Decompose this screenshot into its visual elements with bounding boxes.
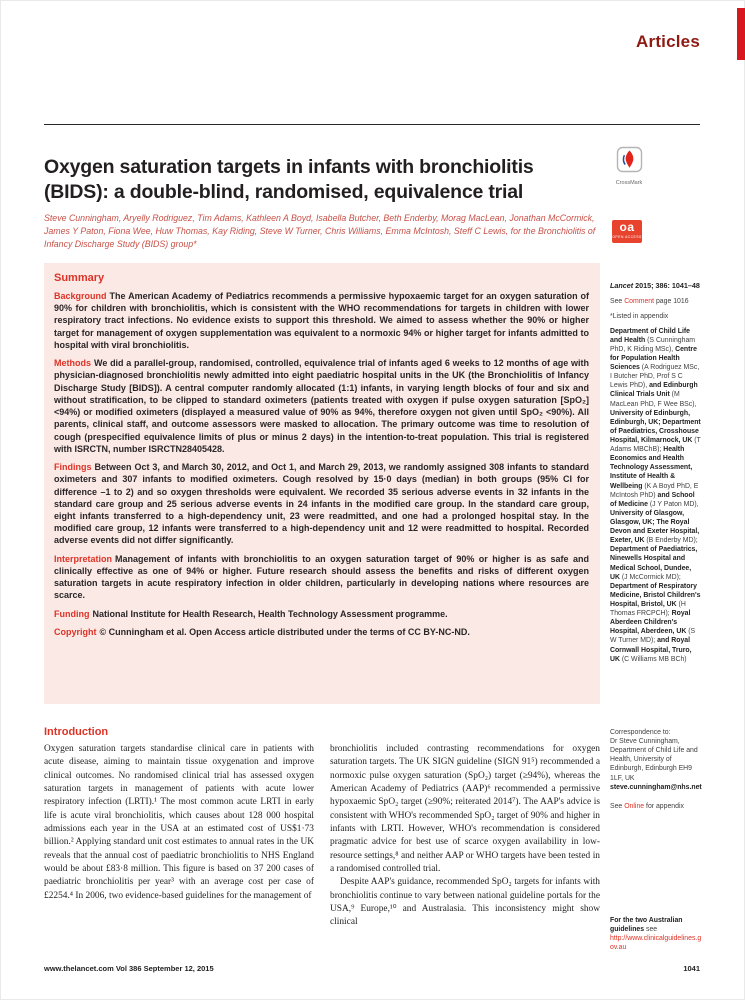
summary-paragraph-methods <box>54 357 589 455</box>
summary-section-text: Management of infants with bronchiolitis to an oxygen saturation target of 90% or higher is as safe and clinically effective as one of 94% or higher. Future research should assess the benefits and risks of different oxygen saturation targets in acute respiratory infection in older children, particularly in developing nations where resources are scarce. <box>54 553 589 601</box>
open-access-caption: OPEN ACCESS <box>612 235 642 239</box>
text-segment: for appendix <box>644 802 684 810</box>
text-segment: (S Cunningham PhD, K Riding MSc), <box>610 336 696 353</box>
text-segment: (J Y Paton MD), <box>649 500 699 508</box>
crossmark-icon[interactable] <box>612 146 646 186</box>
crossmark-logo <box>616 146 643 173</box>
correspondence-address: Dr Steve Cunningham, Department of Child Life and Health, University of Edinburgh, Edinburgh EH9 1LF, UK <box>610 738 698 782</box>
text-segment: Centre for Population Health Sciences <box>610 345 697 372</box>
text-segment: (S W Turner MD); <box>610 628 696 645</box>
summary-section-label: Findings <box>54 462 92 473</box>
summary-section-label: Funding <box>54 608 90 619</box>
summary-heading: Summary <box>54 272 105 284</box>
summary-section-label: Interpretation <box>54 553 113 564</box>
text-segment: (C Williams MB BCh) <box>621 655 687 663</box>
summary-paragraph-interpretation <box>54 553 589 602</box>
introduction-heading: Introduction <box>44 726 109 738</box>
page-title: Oxygen saturation targets in infants with bronchiolitis (BIDS): a double-blind, randomised, equivalence trial <box>44 156 534 204</box>
text-segment: (M MacLean PhD, F Wee BSc), <box>610 391 697 408</box>
summary-section <box>44 263 600 704</box>
crossmark-caption: CrossMark <box>615 180 643 186</box>
text-segment: (H Thomas FRCPCH); <box>610 601 686 618</box>
open-access-label: oa <box>619 220 635 234</box>
affiliations <box>610 327 702 664</box>
text-segment: Department of Child Life and Health <box>610 327 691 344</box>
text-segment: See <box>610 802 625 810</box>
comment-link[interactable] <box>610 297 702 306</box>
summary-paragraph-background <box>54 290 589 351</box>
summary-section-label: Methods <box>54 358 91 369</box>
text-segment: Lancet <box>610 281 634 290</box>
text-segment: and School of Medicine <box>610 491 695 508</box>
guidelines-note-text <box>610 917 682 933</box>
text-segment: 2015; 386: 1041–48 <box>633 281 700 290</box>
text-segment: Department of Paediatrics, Ninewells Hospital and Medical School, Dundee, UK <box>610 546 698 581</box>
footer-page-number: 1041 <box>683 964 700 973</box>
text-segment: and Royal Cornwall Hospital, Truro, UK <box>610 637 692 663</box>
correspondence-label: Correspondence to: <box>610 729 671 736</box>
text-segment: Online <box>624 802 645 810</box>
edge-section-tab <box>737 8 745 60</box>
summary-section-label: Background <box>54 291 107 301</box>
footer-journal-info: www.thelancet.com Vol 386 September 12, 2015 <box>44 964 214 973</box>
journal-citation <box>610 281 702 291</box>
introduction-paragraph: Oxygen saturation targets standardise clinical care in patients with acute disease, aiming to maintain tissue oxygenation and improve clinical outcomes. No randomised clinical trial has assessed oxygen saturation targets in management of patients with acute lower respiratory infection (LRTI).¹ The most common acute LRTI in early life is acute viral bronchiolitis, which causes about 128 000 hospital admissions each year in the USA at an estimated cost of US$1·73 billion.² Applying standard unit cost estimates to annual rates in the UK reveals that the annual cost of paediatric bronchiolitis to NHS England would be about £83·8 million. This figure is based on 37 200 cases of paediatric bronchiolitis per year³ with an average cost per case of £2254.⁴ In 2006, two evidence-based guidelines for the management of <box>44 744 314 901</box>
open-access-icon <box>612 220 642 243</box>
text-segment: See <box>610 297 625 305</box>
text-segment: (A Rodriguez MSc, I Butcher PhD, Prof S C Lewis PhD), <box>610 364 700 390</box>
author-list: Steve Cunningham, Aryelly Rodriguez, Tim Adams, Kathleen A Boyd, Isabella Butcher, Beth Enderby, Morag MacLean, Jonathan McCormick, James Y Paton, Fiona Wee, Huw Thomas, Kay Riding, Steve W Turner, Chris Williams, Emma McIntosh, Steff C Lewis, for the Bronchiolitis of Infancy Discharge Study (BIDS) group* <box>44 213 596 250</box>
appendix-footnote: *Listed in appendix <box>610 312 669 320</box>
summary-section-label: Copyright <box>54 626 97 637</box>
summary-section-text: We did a parallel-group, randomised, controlled, equivalence trial of infants aged 6 weeks to 12 months of age with physician-diagnosed bronchiolitis newly admitted into eight paediatric hospital units in the UK (the Bronchiolitis of Infancy Discharge Study [BIDS]). A central computer randomly allocated (1:1) infants, in varying length blocks of four and six and without stratification, to be clipped to standard oximeters (patients treated with oxygen if pulse oxygen saturation [SpO₂] <94%) or modified oximeters (displayed a measured value of 90% as 94%, therefore oxygen not given until SpO₂ <90%). All parents, clinical staff, and outcome assessors were masked to allocation. The primary outcome was time to resolution of cough (prespecified equivalence limits of plus or minus 2 days) in the intention-to-treat population. This trial is registered with ISRCTN, number ISRCTN28405428. <box>54 358 589 454</box>
text-segment: Comment <box>624 297 655 305</box>
introduction-paragraph: Despite AAP's guidance, recommended SpO₂ targets for infants with bronchiolitis continue to vary between national guideline portals for the USA,⁹ Europe,¹⁰ and Australasia. This inconsistency might show clinical <box>330 877 600 928</box>
introduction-section <box>44 726 600 930</box>
summary-section-text: The American Academy of Pediatrics recommends a permissive hypoxaemic target for an oxygen saturation of 90% for children with bronchiolitis, which is consistent with the WHO recommendations for targets in children with lower respiratory tract infections. No evidence exists to support this threshold. We aimed to assess whether the 90% or higher target for management of oxygen supplementation was equivalent to a normoxic 94% or higher target for infants admitted to hospital with viral bronchiolitis. <box>54 291 589 350</box>
summary-section-text: © Cunningham et al. Open Access article distributed under the terms of CC BY-NC-ND. <box>99 626 470 637</box>
text-segment: Health Economics and Health Technology Assessment, Institute of Health & Wellbeing <box>610 446 693 490</box>
text-segment: For the two Australian guidelines <box>610 917 683 934</box>
text-segment: University of Edinburgh, Edinburgh, UK; Department of Paediatrics, Crosshouse Hospital, Kilmarnock, UK <box>610 409 701 445</box>
summary-section-text: National Institute for Health Research, Health Technology Assessment programme. <box>92 608 448 619</box>
online-appendix-link[interactable] <box>610 802 702 811</box>
text-segment: University of Glasgow, Glasgow, UK; The Royal Devon and Exeter Hospital, Exeter, UK <box>610 509 700 545</box>
introduction-paragraph: bronchiolitis included contrasting recommendations for oxygen saturation targets. The UK SIGN guideline (SIGN 91⁵) recommended a normoxic pulse oxygen saturation (SpO₂) target (≥94%), whereas the American Academy of Pediatrics (AAP)⁶ recommended a permissive hypoxaemic SpO₂ target (≥90%; reiterated 2014⁷). The AAP's advice is consistent with WHO's recommended SpO₂ target of 90% and higher in infants with LRTI. However, WHO's recommendation is considered pragmatic advice for best use of scarce oxygen availability in low-resource settings,⁸ and neither AAP or WHO targets have been tested in a randomised controlled trial. <box>330 744 600 875</box>
text-segment: page 1016 <box>654 297 689 305</box>
guidelines-url-link[interactable]: http://www.clinicalguidelines.gov.au <box>610 935 702 952</box>
sidebar-correspondence <box>610 728 702 817</box>
introduction-columns <box>44 743 600 930</box>
sidebar-guidelines-note <box>610 916 702 952</box>
correspondence-email-link[interactable]: steve.cunningham@nhs.net <box>610 783 702 791</box>
text-segment: (K A Boyd PhD, E McIntosh PhD) <box>610 482 699 499</box>
text-segment: and Edinburgh Clinical Trials Unit <box>610 382 698 399</box>
header-divider <box>44 124 700 125</box>
summary-paragraph-funding <box>54 608 589 620</box>
summary-paragraph-copyright <box>54 626 589 638</box>
articles-section-header: Articles <box>636 32 700 51</box>
text-segment: (T Adams MBChB); <box>610 437 701 454</box>
introduction-column-2 <box>330 743 600 930</box>
text-segment: see <box>644 926 658 934</box>
text-segment: Royal Aberdeen Children's Hospital, Aberdeen, UK <box>610 610 691 636</box>
introduction-column-1 <box>44 743 314 930</box>
text-segment: Department of Respiratory Medicine, Bristol Children's Hospital, Bristol, UK <box>610 582 701 608</box>
summary-section-text: Between Oct 3, and March 30, 2012, and Oct 1, and March 29, 2013, we randomly assigned 308 infants to standard oximeters and 307 infants to modified oximeters. Cough resolved by 15·0 days (median) in both groups (95% CI for difference –1 to 2) and so oxygen thresholds were equivalent. We recorded 35 serious adverse events in 32 infants in the standard care group and 25 serious adverse events in 24 infants in the modified care group. In the standard care group, eight infants transferred to a high-dependency unit, 23 were readmitted, and one had a prolonged hospital stay. In the modified care group, 12 infants were transferred to a high-dependency unit and 12 were readmitted to hospital. Recorded adverse events did not differ significantly. <box>54 462 589 546</box>
text-segment: (J McCormick MD); <box>621 573 681 581</box>
sidebar-metadata <box>610 281 702 670</box>
text-segment: (B Enderby MD); <box>646 537 698 545</box>
summary-paragraph-findings <box>54 461 589 547</box>
